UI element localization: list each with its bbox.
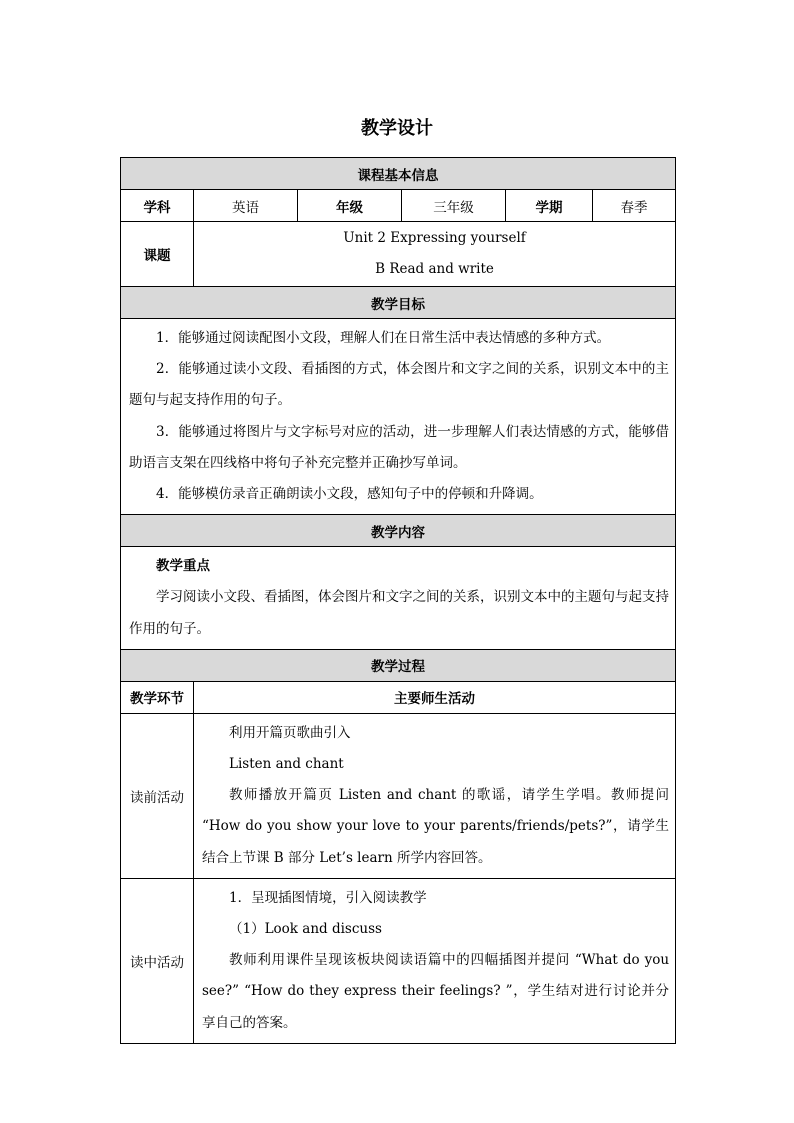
- topic-label: 课题: [121, 222, 194, 287]
- term-value: 春季: [593, 190, 676, 222]
- key-point-label: 教学重点: [156, 558, 210, 575]
- topic-line-1: Unit 2 Expressing yourself: [343, 229, 526, 246]
- topic-value: [194, 222, 676, 287]
- grade-value: 三年级: [402, 190, 506, 222]
- activity-line: 利用开篇页歌曲引入: [229, 724, 351, 741]
- stage-activities: [194, 713, 676, 878]
- page-title: 教学设计: [361, 118, 433, 139]
- stage-activities: [194, 878, 676, 1043]
- stage-name: 读前活动: [121, 713, 194, 878]
- activity-line: （1）Look and discuss: [229, 921, 382, 938]
- basic-info-header: 课程基本信息: [121, 158, 676, 190]
- activity-line: 教师利用课件呈现该板块阅读语篇中的四幅插图并提问 “What do you see?” “How do they express their feelings? ”，学生结对进行讨论并分享自己的答案。: [202, 952, 670, 1031]
- subject-value: 英语: [194, 190, 298, 222]
- activity-line: Listen and chant: [229, 756, 344, 773]
- objective-item: 1．能够通过阅读配图小文段，理解人们在日常生活中表达情感的多种方式。: [156, 330, 611, 346]
- activity-column-header: 主要师生活动: [194, 681, 676, 713]
- objective-item: 2．能够通过读小文段、看插图的方式，体会图片和文字之间的关系，识别文本中的主题句与起支持作用的句子。: [129, 361, 670, 409]
- process-header: 教学过程: [121, 649, 676, 681]
- stage-column-header: 教学环节: [121, 681, 194, 713]
- subject-label: 学科: [121, 190, 194, 222]
- content-header: 教学内容: [121, 515, 676, 547]
- grade-label: 年级: [298, 190, 402, 222]
- objectives-header: 教学目标: [121, 287, 676, 319]
- activity-line: 1．呈现插图情境，引入阅读教学: [229, 889, 427, 906]
- content-body: [121, 547, 676, 650]
- objectives-list: [121, 319, 676, 515]
- objective-item: 3．能够通过将图片与文字标号对应的活动，进一步理解人们表达情感的方式，能够借助语言支架在四线格中将句子补充完整并正确抄写单词。: [129, 423, 670, 471]
- lesson-plan-table: [120, 157, 676, 1044]
- stage-name: 读中活动: [121, 878, 194, 1043]
- objective-item: 4．能够模仿录音正确朗读小文段，感知句子中的停顿和升降调。: [156, 486, 543, 503]
- key-point-text: 学习阅读小文段、看插图，体会图片和文字之间的关系，识别文本中的主题句与起支持作用的句子。: [129, 589, 670, 637]
- activity-line: 教师播放开篇页 Listen and chant 的歌谣，请学生学唱。教师提问 “How do you show your love to your parents/friends/pets?”，请学生结合上节课 B 部分 Let’s learn 所学内容回答。: [202, 787, 670, 866]
- term-label: 学期: [506, 190, 593, 222]
- topic-line-2: B Read and write: [375, 261, 494, 277]
